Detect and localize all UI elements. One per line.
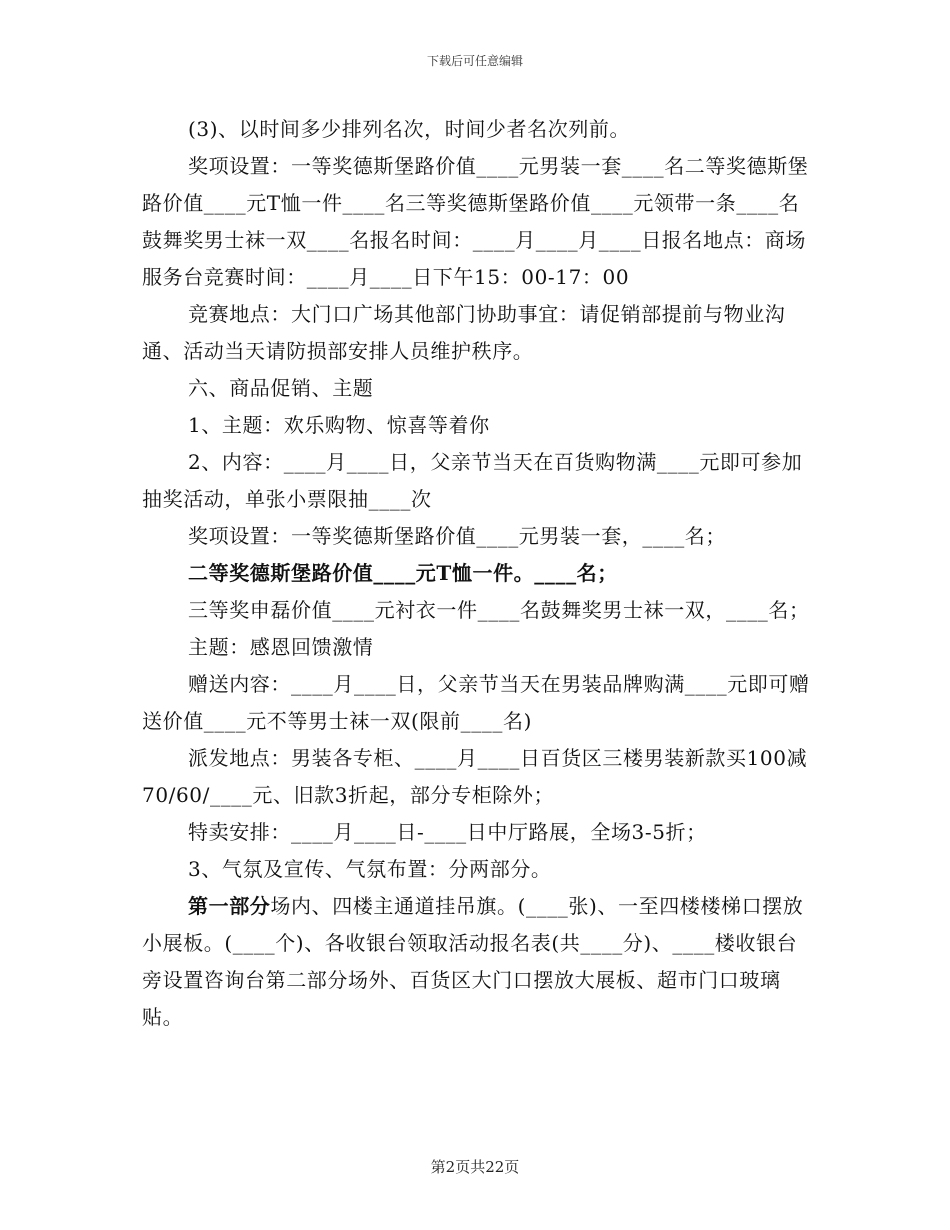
paragraph-gift-content: 赠送内容：____月____日，父亲节当天在男装品牌购满____元即可赠送价值____元不等男士袜一双(限前____名): [142, 672, 810, 733]
paragraph-theme: 1、主题：欢乐购物、惊喜等着你: [188, 413, 490, 437]
paragraph-special-sale: 特卖安排：____月____日-____日中厅路展，全场3-5折；: [188, 820, 707, 844]
paragraph-gift-theme: 主题：感恩回馈激情: [188, 635, 374, 659]
page-header: 下载后可任意编辑: [426, 54, 523, 68]
paragraph-competition-prizes: 奖项设置：一等奖德斯堡路价值____元男装一套____名二等奖德斯堡路价值____元T恤一件____名三等奖德斯堡路价值____元领带一条____名鼓舞奖男士袜一双____名报名时间：____月____月____日报名地点：商场服务台竞赛时间：____月____日下午15：00-17：00: [142, 154, 809, 289]
paragraph-third-prize: 三等奖申磊价值____元衬衣一件____名鼓舞奖男士袜一双，____名；: [188, 598, 810, 622]
paragraph-distribution: 派发地点：男装各专柜、____月____日百货区三楼男装新款买100减70/60/____元、旧款3折起，部分专柜除外；: [142, 746, 808, 807]
page-footer: 第2页共22页: [430, 1158, 520, 1176]
paragraph-first-prize: 奖项设置：一等奖德斯堡路价值____元男装一套，____名；: [188, 524, 726, 548]
paragraph-decoration-text: 场内、四楼主通道挂吊旗。(____张)、一至四楼楼梯口摆放小展板。(____个)、各收银台领取活动报名表(共____分)、____楼收银台旁设置咨询台第二部分场外、百货区大门口摆放大展板、超市门口玻璃贴。: [142, 894, 804, 1029]
paragraph-lead-bold: 第一部分: [188, 894, 271, 918]
document-body: [142, 111, 812, 1036]
paragraph-decoration: [142, 888, 812, 1036]
paragraph-content: 2、内容：____月____日，父亲节当天在百货购物满____元即可参加抽奖活动，单张小票限抽____次: [142, 450, 803, 511]
section-heading-promotion: 六、商品促销、主题: [188, 376, 374, 400]
paragraph-ranking-rule: (3)、以时间多少排列名次，时间少者名次列前。: [188, 117, 631, 141]
paragraph-atmosphere: 3、气氛及宣传、气氛布置：分两部分。: [188, 857, 552, 881]
paragraph-competition-venue: 竞赛地点：大门口广场其他部门协助事宜：请促销部提前与物业沟通、活动当天请防损部安排人员维护秩序。: [142, 302, 786, 363]
paragraph-second-prize: 二等奖德斯堡路价值____元T恤一件。____名；: [188, 561, 618, 585]
